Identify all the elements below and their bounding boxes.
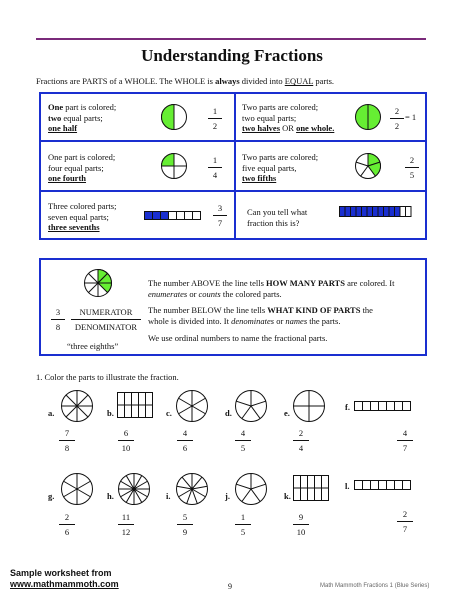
fraction-one-fourth: 1 4 (208, 155, 222, 180)
circle-whole-diagram (354, 103, 382, 131)
item-letter: i. (166, 491, 171, 501)
item-letter: h. (107, 491, 114, 501)
item-letter: c. (166, 408, 172, 418)
column-divider (234, 94, 236, 238)
item-letter: b. (107, 408, 114, 418)
page-number: 9 (228, 582, 232, 591)
exercise-instruction: 1. Color the parts to illustrate the fraction. (36, 372, 179, 382)
example-half-text: One part is colored; two equal parts; one half (48, 102, 117, 133)
circle-fifths-exercise[interactable] (234, 389, 268, 423)
row-divider (41, 140, 425, 142)
circle-ninths-exercise[interactable] (175, 472, 209, 506)
bar-sevenths-diagram (144, 211, 203, 220)
bar-sevenths-exercise[interactable] (354, 480, 412, 491)
circle-half-diagram (160, 103, 188, 131)
parts-box (39, 258, 427, 356)
exercise-fraction: 9 10 (291, 512, 311, 537)
exercise-fraction: 5 9 (175, 512, 195, 537)
bar-question-diagram (339, 206, 415, 217)
series-name: Math Mammoth Fractions 1 (Blue Series) (320, 583, 430, 589)
footer-url[interactable]: www.mathmammoth.com (10, 579, 119, 589)
circle-twelfths-exercise[interactable] (117, 472, 151, 506)
exercise-fraction: 4 7 (395, 428, 415, 453)
denominator-label: DENOMINATOR (74, 322, 138, 332)
grid-tenths-exercise[interactable] (293, 475, 329, 501)
exercise-fraction: 2 4 (291, 428, 311, 453)
circle-fifths-diagram (354, 152, 382, 180)
item-letter: a. (48, 408, 55, 418)
three-eighths-reading: “three eighths” (67, 341, 119, 351)
question-text: Can you tell what fraction this is? (247, 207, 308, 228)
fraction-line (71, 319, 141, 320)
item-letter: k. (284, 491, 291, 501)
numerator-explanation: The number ABOVE the line tells HOW MANY PARTS are colored. It enumerates or counts the colored parts. (148, 278, 395, 299)
title-rule (36, 38, 426, 40)
fraction-one-half: 1 2 (208, 106, 222, 131)
fraction-three-sevenths: 3 7 (213, 203, 227, 228)
exercise-fraction: 6 10 (116, 428, 136, 453)
numerator-label: NUMERATOR (79, 307, 133, 317)
fraction-two-fifths: 2 5 (405, 155, 419, 180)
circle-eighths-exercise[interactable] (60, 389, 94, 423)
circle-fourths-exercise[interactable] (292, 389, 326, 423)
examples-box (39, 92, 427, 240)
circle-fifths-exercise[interactable] (234, 472, 268, 506)
circle-sixths-exercise[interactable] (60, 472, 94, 506)
item-letter: g. (48, 491, 55, 501)
fraction-two-halves: 2 2 (390, 106, 404, 131)
exercise-fraction: 4 6 (175, 428, 195, 453)
page-title: Understanding Fractions (141, 46, 323, 65)
circle-sixths-exercise[interactable] (175, 389, 209, 423)
circle-eighths-diagram (83, 268, 113, 298)
bar-sevenths-exercise[interactable] (354, 401, 412, 412)
footer-sample: Sample worksheet from (10, 568, 112, 578)
denominator-explanation: The number BELOW the line tells WHAT KIND OF PARTS the whole is divided into. It denominates or names the parts. (148, 305, 373, 326)
example-sevenths-text: Three colored parts; seven equal parts; three sevenths (48, 201, 117, 232)
exercise-fraction: 11 12 (116, 512, 136, 537)
intro-text: Fractions are PARTS of a WHOLE. The WHOLE is always divided into EQUAL parts. (36, 76, 335, 86)
exercise-fraction: 2 6 (57, 512, 77, 537)
item-letter: j. (225, 491, 230, 501)
exercise-fraction: 1 5 (233, 512, 253, 537)
example-two-halves-text: Two parts are colored; two equal parts; two halves OR one whole. (242, 102, 335, 133)
ordinal-note: We use ordinal numbers to name the fractional parts. (148, 333, 328, 343)
row-divider (41, 190, 425, 192)
fraction-three-eighths: 3 8 (51, 307, 65, 332)
item-letter: e. (284, 408, 290, 418)
item-letter: l. (345, 481, 350, 491)
equals-one: = 1 (405, 112, 417, 122)
item-letter: f. (345, 402, 350, 412)
grid-tenths-exercise[interactable] (117, 392, 153, 418)
example-fourth-text: One part is colored; four equal parts; one fourth (48, 152, 116, 183)
example-fifths-text: Two parts are colored; five equal parts, two fifths (242, 152, 319, 183)
circle-fourth-diagram (160, 152, 188, 180)
exercise-fraction: 2 7 (395, 509, 415, 534)
item-letter: d. (225, 408, 232, 418)
exercise-fraction: 4 5 (233, 428, 253, 453)
exercise-fraction: 7 8 (57, 428, 77, 453)
